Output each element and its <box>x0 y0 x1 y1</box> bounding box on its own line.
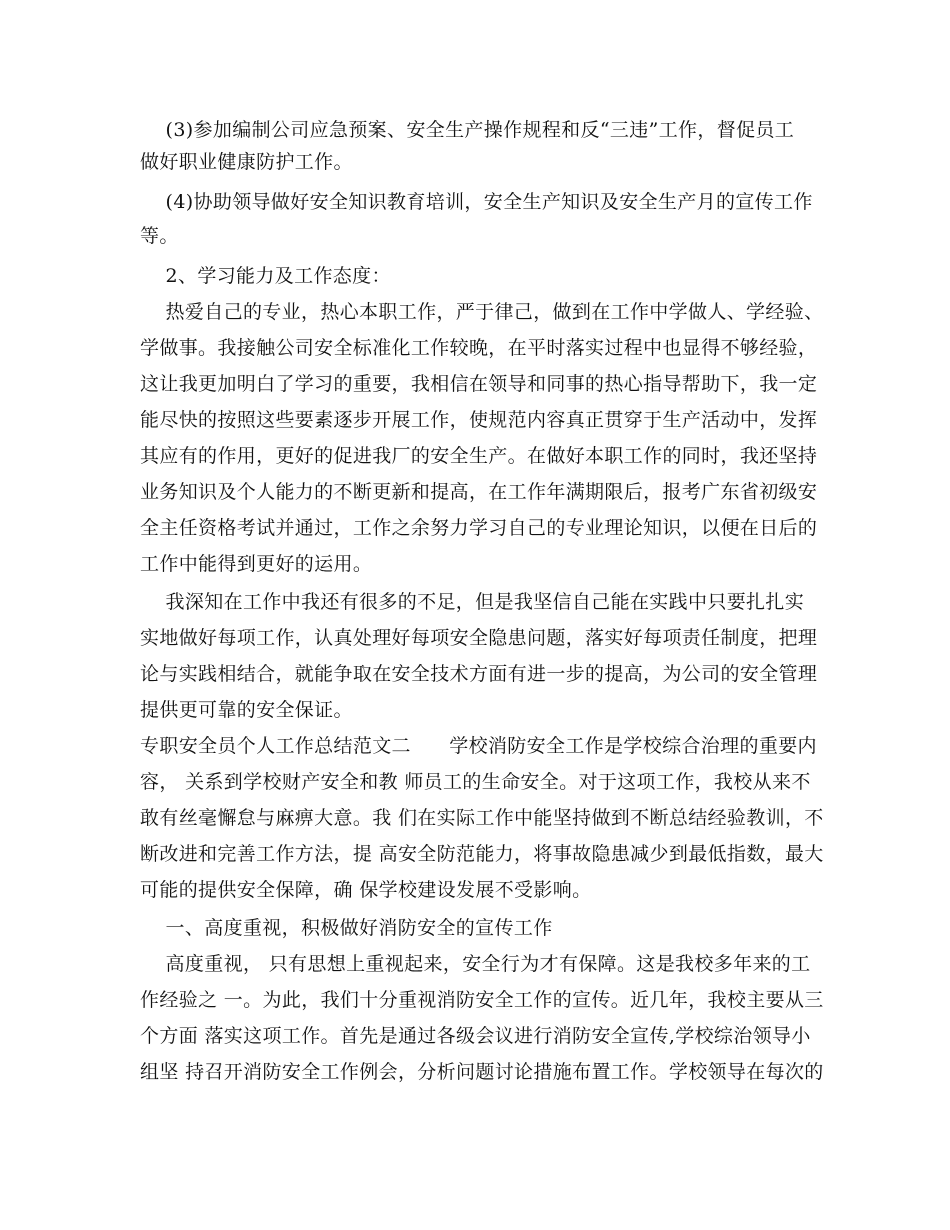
text-line: 学做事。我接触公司安全标准化工作较晚，在平时落实过程中也显得不够经验， <box>140 337 818 359</box>
text-line: 实地做好每项工作，认真处理好每项安全隐患问题，落实好每项责任制度，把理 <box>140 627 818 649</box>
text-line: 提供更可靠的安全保证。 <box>140 699 353 721</box>
text-line: 这让我更加明白了学习的重要，我相信在领导和同事的热心指导帮助下，我一定 <box>140 373 818 395</box>
text-line: 其应有的作用，更好的促进我厂的安全生产。在做好本职工作的同时，我还坚持 <box>140 445 818 467</box>
text-line: (3)参加编制公司应急预案、安全生产操作规程和反“三违”工作，督促员工 <box>140 119 795 141</box>
text-line: 我深知在工作中我还有很多的不足，但是我坚信自己能在实践中只要扎扎实 <box>140 591 805 613</box>
text-line: 作经验之 一。为此，我们十分重视消防安全工作的宣传。近几年，我校主要从三 <box>140 989 824 1011</box>
text-line: 断改进和完善工作方法，提 高安全防范能力，将事故隐患减少到最低指数，最大 <box>140 843 824 865</box>
text-line: (4)协助领导做好安全知识教育培训，安全生产知识及安全生产月的宣传工作 <box>140 191 813 213</box>
text-line: 论与实践相结合，就能争取在安全技术方面有进一步的提高，为公司的安全管理 <box>140 663 818 685</box>
text-line: 热爱自己的专业，热心本职工作，严于律己，做到在工作中学做人、学经验、 <box>140 301 824 323</box>
text-line: 等。 <box>140 225 179 247</box>
text-line: 可能的提供安全保障，确 保学校建设发展不受影响。 <box>140 879 592 901</box>
text-line: 全主任资格考试并通过，工作之余努力学习自己的专业理论知识，以便在日后的 <box>140 517 818 539</box>
text-line: 组坚 持召开消防安全工作例会，分析问题讨论措施布置工作。学校领导在每次的 <box>140 1061 824 1083</box>
text-line: 个方面 落实这项工作。首先是通过各级会议进行消防安全宣传,学校综治领导小 <box>140 1025 811 1047</box>
subheading: 一、高度重视，积极做好消防安全的宣传工作 <box>140 917 553 939</box>
text-line: 2、学习能力及工作态度： <box>140 265 391 287</box>
text-line: 容， 关系到学校财产安全和教 师员工的生命安全。对于这项工作，我校从来不 <box>140 771 811 793</box>
text-line: 敢有丝毫懈怠与麻痹大意。我 们在实际工作中能坚持做到不断总结经验教训，不 <box>140 807 824 829</box>
section-heading: 专职安全员个人工作总结范文二 学校消防安全工作是学校综合治理的重要内 <box>140 735 817 757</box>
text-line: 工作中能得到更好的运用。 <box>140 553 373 575</box>
text-line: 高度重视， 只有思想上重视起来，安全行为才有保障。这是我校多年来的工 <box>140 953 811 975</box>
text-line: 能尽快的按照这些要素逐步开展工作，使规范内容真正贯穿于生产活动中，发挥 <box>140 409 818 431</box>
text-line: 做好职业健康防护工作。 <box>140 151 353 173</box>
text-line: 业务知识及个人能力的不断更新和提高，在工作年满期限后，报考广东省初级安 <box>140 481 818 503</box>
